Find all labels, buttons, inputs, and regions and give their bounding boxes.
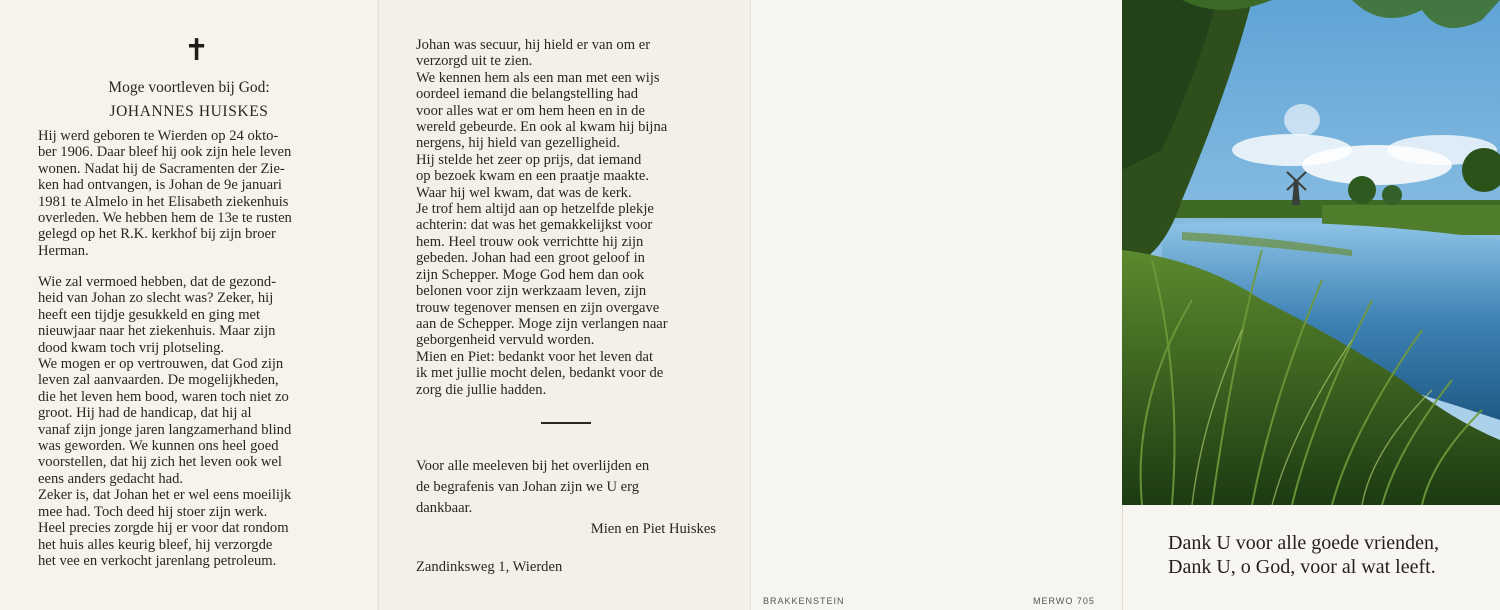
text-line: Voor alle meeleven bij het overlijden en <box>416 458 650 474</box>
text-line: ik met jullie mocht delen, bedankt voor de <box>416 365 664 382</box>
card-title: Moge voortleven bij God: <box>108 79 270 96</box>
text-line: voorstellen, dat hij zich het leven ook wel <box>38 454 282 471</box>
text-line: Zeker is, dat Johan het er wel eens moeilijk <box>38 487 292 504</box>
text-line: Hij stelde het zeer op prijs, dat iemand <box>416 151 642 168</box>
text-line: We mogen er op vertrouwen, dat God zijn <box>38 356 284 373</box>
text-line: het vee en verkocht jarenlang petroleum. <box>38 552 277 569</box>
text-line: trouw tegenover mensen en zijn overgave <box>416 299 660 316</box>
paragraph-birth <box>38 128 338 259</box>
text-line: voor alles wat er om hem heen en in de <box>416 102 645 119</box>
text-line: gelegd op het R.K. kerkhof bij zijn broer <box>38 226 276 243</box>
text-line: ken had ontvangen, is Johan de 9e januari <box>38 177 282 194</box>
text-line: de begrafenis van Johan zijn we U erg <box>416 479 640 495</box>
text-line: dood kwam toch vrij plotseling. <box>38 339 225 356</box>
text-line: vanaf zijn jonge jaren langzamerhand blind <box>38 421 292 438</box>
text-line: groot. Hij had de handicap, dat hij al <box>38 405 252 422</box>
text-line: hem. Heel trouw ook verrichtte hij zijn <box>416 233 644 250</box>
text-line: Hij werd geboren te Wierden op 24 okto- <box>38 128 279 144</box>
text-line: was geworden. We kunnen ons heel goed <box>38 438 279 455</box>
section-divider <box>541 422 591 424</box>
verse-line-2: Dank U, o God, voor al wat leeft. <box>1168 556 1436 578</box>
text-line: eens anders gedacht had. <box>38 470 184 487</box>
text-line: mee had. Toch deed hij stoer zijn werk. <box>38 503 268 520</box>
text-line: We kennen hem als een man met een wijs <box>416 69 660 86</box>
text-line: wereld gebeurde. En ook al kwam hij bijna <box>416 119 668 136</box>
thanks-paragraph <box>416 456 716 519</box>
paragraph-character <box>416 37 716 398</box>
text-line: 1981 te Almelo in het Elisabeth ziekenhuis <box>38 193 289 210</box>
text-line: oordeel iemand die belangstelling had <box>416 86 639 103</box>
deceased-name: JOHANNES HUISKES <box>109 103 269 120</box>
text-line: Heel precies zorgde hij er voor dat rondom <box>38 520 289 537</box>
text-line: ber 1906. Daar bleef hij ook zijn hele leven <box>38 144 292 161</box>
paragraph-health <box>38 274 338 569</box>
text-line: overleden. We hebben hem de 13e te rusten <box>38 210 292 227</box>
text-line: dankbaar. <box>416 500 473 516</box>
text-line: leven zal aanvaarden. De mogelijkheden, <box>38 372 279 389</box>
panel-blank <box>750 0 1123 610</box>
closing-verse <box>1168 531 1439 579</box>
text-line: wonen. Nadat hij de Sacramenten der Zie- <box>38 160 285 177</box>
text-line: Waar hij wel kwam, dat was de kerk. <box>416 184 632 201</box>
text-line: achterin: dat was het gemakkelijkst voor <box>416 217 653 234</box>
printer-mark: BRAKKENSTEIN <box>763 596 845 606</box>
landscape-photo <box>1122 0 1500 505</box>
family-signature: Mien en Piet Huiskes <box>590 521 716 537</box>
text-line: verzorgd uit te zien. <box>416 53 533 70</box>
text-line: die het leven hem bood, waren toch niet zo <box>38 388 289 405</box>
text-line: het huis alles keurig bleef, hij verzorgde <box>38 536 273 553</box>
text-line: Je trof hem altijd aan op hetzelfde plekje <box>416 201 654 218</box>
text-line: op bezoek kwam en een praatje maakte. <box>416 168 649 185</box>
family-address: Zandinksweg 1, Wierden <box>416 559 563 575</box>
text-line: heid van Johan zo slecht was? Zeker, hij <box>38 290 274 307</box>
text-line: nieuwjaar naar het ziekenhuis. Maar zijn <box>38 323 276 340</box>
text-line: nergens, hij hield van gezelligheid. <box>416 135 620 152</box>
text-line: Wie zal vermoed hebben, dat de gezond- <box>38 274 277 290</box>
text-line: zorg die jullie hadden. <box>416 381 547 398</box>
text-line: heeft een tijdje gesukkeld en ging met <box>38 306 261 323</box>
verse-line-1: Dank U voor alle goede vrienden, <box>1168 532 1440 554</box>
text-line: belonen voor zijn werkzaam leven, zijn <box>416 283 647 300</box>
cross-icon: ✝ <box>184 34 210 67</box>
text-line: Herman. <box>38 242 89 259</box>
text-line: zijn Schepper. Moge God hem dan ook <box>416 266 645 283</box>
text-line: Mien en Piet: bedankt voor het leven dat <box>416 348 654 365</box>
text-line: aan de Schepper. Moge zijn verlangen naar <box>416 315 668 332</box>
panel-obituary-left <box>0 0 378 610</box>
text-line: Johan was secuur, hij hield er van om er <box>416 37 651 53</box>
text-line: geborgenheid vervuld worden. <box>416 332 595 349</box>
text-line: gebeden. Johan had een groot geloof in <box>416 250 645 267</box>
print-code: MERWO 705 <box>1033 596 1095 606</box>
